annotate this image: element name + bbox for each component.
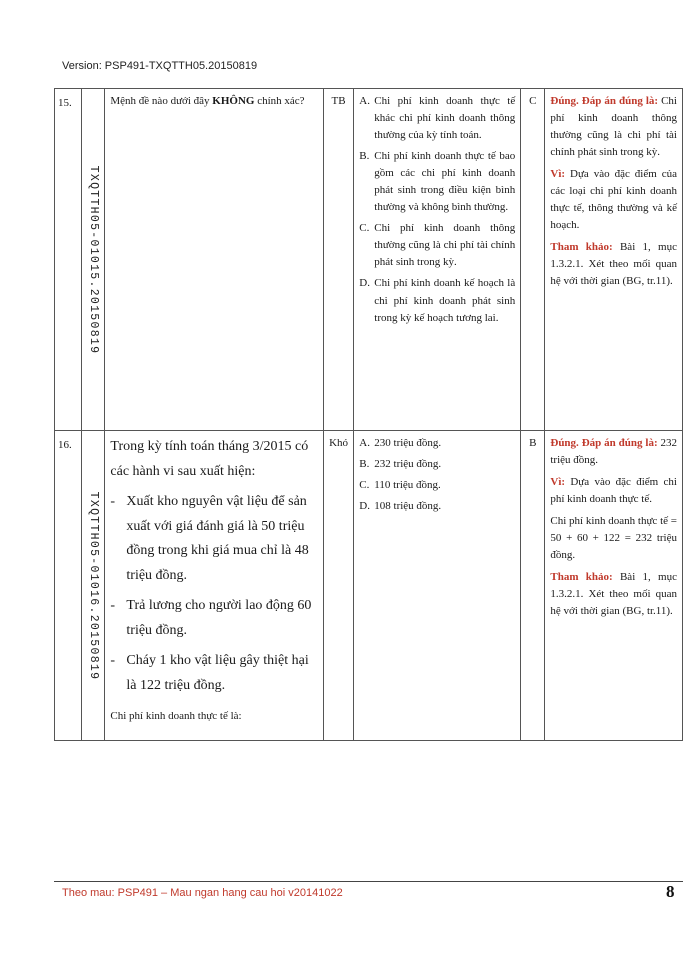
bullet-dash: - bbox=[110, 494, 116, 509]
correct-label: Đúng. Đáp án đúng là: bbox=[550, 437, 658, 449]
reference bbox=[550, 569, 677, 620]
footer-template: Theo mau: PSP491 – Mau ngan hang cau hoi v20141022 bbox=[62, 887, 343, 899]
reference bbox=[550, 239, 677, 290]
bullet-dash: - bbox=[110, 598, 116, 613]
difficulty-level: Khó bbox=[323, 431, 353, 741]
answer-key: B bbox=[521, 431, 545, 741]
page-number: 8 bbox=[666, 882, 675, 901]
option-text: Chi phí kinh doanh thực tế khác chi phí kinh doanh thông thường của kỳ tính toán. bbox=[374, 95, 516, 142]
question-code: TXQTTH05-01016.20150819 bbox=[87, 491, 101, 680]
option-text: 110 triệu đồng. bbox=[374, 479, 441, 492]
correct-text: 232 triệu đồng. bbox=[550, 437, 677, 467]
explanation-cell bbox=[545, 431, 683, 741]
question-text-post: chính xác? bbox=[254, 95, 305, 107]
correct-answer bbox=[550, 435, 677, 469]
option-letter: A. bbox=[359, 95, 370, 107]
reference-label: Tham khảo: bbox=[550, 571, 613, 584]
question-bullet bbox=[110, 649, 317, 698]
difficulty-level: TB bbox=[323, 89, 353, 431]
calculation: Chi phí kinh doanh thực tế = 50 + 60 + 122 = 232 triệu đồng. bbox=[550, 515, 677, 562]
reason-text: Dựa vào đặc điểm của các loại chi phí kinh doanh thực tế, thông thường và kế hoạch. bbox=[550, 168, 677, 232]
correct-label: Đúng. Đáp án đúng là: bbox=[550, 95, 659, 107]
option-text: 232 triệu đồng. bbox=[374, 458, 442, 471]
bullet-text: Trả lương cho người lao động 60 triệu đồng. bbox=[126, 598, 312, 638]
option-letter: D. bbox=[359, 277, 370, 290]
question-tail: Chi phí kinh doanh thực tế là: bbox=[110, 710, 242, 722]
option-b bbox=[359, 148, 515, 216]
option-text: Chi phí kinh doanh thực tế bao gồm các chi phí kinh doanh phát sinh trong điều kiện bình thường và không bình thường. bbox=[374, 150, 516, 214]
question-number: 15. bbox=[55, 89, 82, 431]
reason bbox=[550, 166, 677, 234]
question-bullet bbox=[110, 594, 317, 643]
option-d bbox=[359, 498, 515, 515]
option-letter: B. bbox=[359, 150, 370, 163]
correct-text: Chi phí kinh doanh thông thường cũng là chi phí tài chính phát sinh trong kỳ. bbox=[550, 95, 677, 159]
options-cell bbox=[354, 89, 521, 431]
option-a bbox=[359, 435, 515, 452]
option-text: Chi phí kinh doanh kế hoạch là chi phí kinh doanh phát sinh trong kỳ kế hoạch tương lai. bbox=[374, 277, 516, 324]
question-text bbox=[105, 431, 323, 741]
question-intro: Trong kỳ tính toán tháng 3/2015 có các hành vi sau xuất hiện: bbox=[110, 439, 309, 479]
question-table bbox=[54, 88, 683, 741]
question-text bbox=[105, 89, 323, 431]
correct-answer bbox=[550, 93, 677, 161]
reason-label: Vì: bbox=[550, 476, 566, 489]
option-letter: C. bbox=[359, 222, 370, 235]
option-c bbox=[359, 220, 515, 271]
bullet-text: Xuất kho nguyên vật liệu để sản xuất với giá đánh giá là 50 triệu đồng trong khi giá mua chỉ là 48 triệu đồng. bbox=[126, 494, 309, 583]
question-text-pre: Mệnh đề nào dưới đây bbox=[110, 95, 213, 107]
question-text-emphasis: KHÔNG bbox=[212, 95, 255, 107]
option-text: Chi phí kinh doanh thông thường cũng là chi phí tài chính phát sinh trong kỳ. bbox=[374, 222, 516, 269]
reason bbox=[550, 474, 677, 508]
option-letter: A. bbox=[359, 437, 370, 449]
option-c bbox=[359, 477, 515, 494]
reason-text: Dựa vào đặc điểm chi phí kinh doanh thực tế. bbox=[550, 476, 677, 506]
reference-text: Bài 1, mục 1.3.2.1. Xét theo mối quan hệ với thời gian (BG, tr.11). bbox=[550, 241, 677, 288]
question-code-cell bbox=[82, 431, 105, 741]
reference-text: Bài 1, mục 1.3.2.1. Xét theo mối quan hệ với thời gian (BG, tr.11). bbox=[550, 571, 677, 618]
option-text: 108 triệu đồng. bbox=[374, 500, 442, 513]
question-bullet bbox=[110, 490, 317, 588]
option-d bbox=[359, 275, 515, 326]
explanation-cell bbox=[545, 89, 683, 431]
question-number: 16. bbox=[55, 431, 82, 741]
option-letter: C. bbox=[359, 479, 370, 492]
option-text: 230 triệu đồng. bbox=[374, 437, 442, 449]
bullet-dash: - bbox=[110, 653, 116, 668]
question-code-cell bbox=[82, 89, 105, 431]
option-letter: B. bbox=[359, 458, 370, 471]
footer-divider bbox=[54, 881, 683, 882]
question-row-16 bbox=[55, 431, 683, 741]
option-letter: D. bbox=[359, 500, 370, 513]
bullet-text: Cháy 1 kho vật liệu gây thiệt hại là 122 triệu đồng. bbox=[126, 653, 309, 693]
version-header: Version: PSP491-TXQTTH05.20150819 bbox=[62, 60, 258, 72]
option-a bbox=[359, 93, 515, 144]
answer-key: C bbox=[521, 89, 545, 431]
question-row-15 bbox=[55, 89, 683, 431]
option-b bbox=[359, 456, 515, 473]
options-cell bbox=[354, 431, 521, 741]
question-code: TXQTTH05-01015.20150819 bbox=[87, 165, 101, 354]
reason-label: Vì: bbox=[550, 168, 566, 181]
reference-label: Tham khảo: bbox=[550, 241, 613, 254]
